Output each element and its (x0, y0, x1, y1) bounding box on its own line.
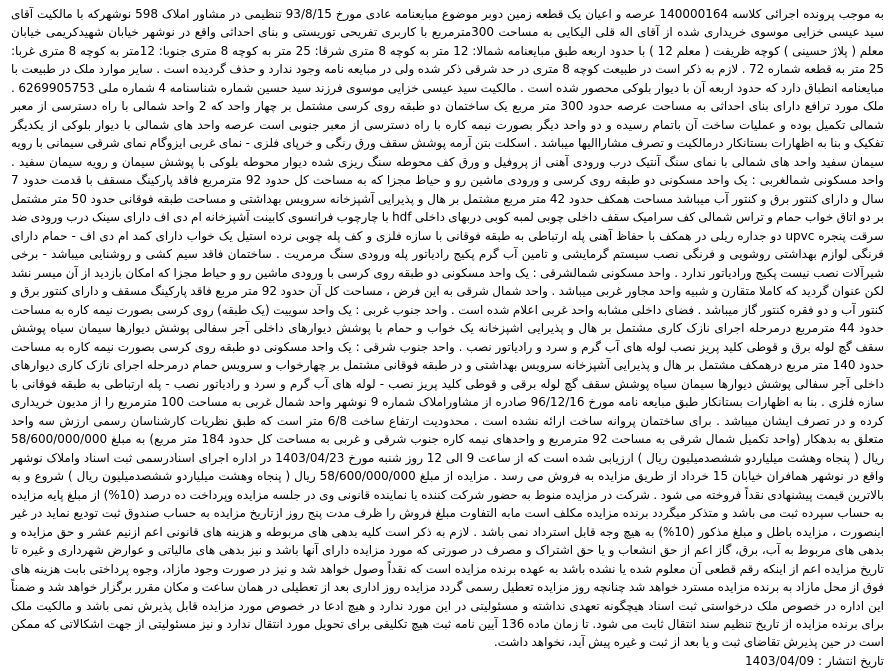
publication-date-line (11, 652, 884, 670)
publication-date-value: 1403/04/09 (745, 653, 815, 668)
publication-date-label: تاریخ انتشار : (818, 653, 884, 668)
notice-body-text: به موجب پرونده اجرائی کلاسه 140000164 عرصه و اعیان یک قطعه زمین دوبر موضوع مبایعنامه عادی مورخ 93/8/15 تنظیمی در مشاور املاک 598 نوشهرکه با مالکیت آقای سید عیسی خزایی موسوی خریداری شده از آقای اله قلی الیکایی به مساحت 300مترمربع با کاربری تفریحی توریستی و بنای احداثی واقع در نوشهر خیابان شهیدکریمی خیابان معلم ( پلاژ حسینی ) کوچه ظریفت ( معلم 12 ) با حدود اربعه طبق مبایعنامه شمالا: 12 متر به کوچه 8 متری شرقا: 25 متر به کوچه 8 متری جنوبا: 12متر به کوچه 8 متری غربا: 25 متر به قطعه شماره 72 . لازم به ذکر است در طبیعت کوچه 8 متری در حد شرقی ذکر شده ولی در مبایعه نامه وجود ندارد و حذف گردیده است . سایر موارد ملک در طبیعت با مبایعنامه انطباق دارد که حدود اربعه آن با دیوار بلوکی محصور شده است . مالکیت سید عیسی خزایی موسوی فرزند سید حسین شماره شناسنامه 4 شماره ملی 6269905753 . ملک مورد ترافع دارای بنای احداثی به مساحت عرصه حدود 300 متر مربع یک ساختمان دو طبقه روی کرسی مشتمل بر چهار واحد که 2 واحد شمالی با راه دسترسی از معبر شمالی تکمیل بوده و عملیات ساخت آن باتمام رسیده و دو واحد دیگر بصورت نیمه کاره با راه دسترسی از معبر جنوبی است عرصه واحد های شمالی با دیوار بلوکی از یکدیگر تفکیک و بنا به اظهارات بستانکار درمالکیت و تصرف مشاراالیها میباشد . اسکلت بتن آرمه پوشش سقف ورق رنگی و خرپای فلزی - نمای غربی ایزوگام نمای شرقی سیمانی با رویه سیمان سفید واحد های شمالی با نمای سنگ آنتیک درب ورودی آهنی از پروفیل و ورق کف محوطه سنگ ریزی شده دیوار محوطه بلوکی با پوشش سیمان و رویه سیمان سفید . واحد مسکونی شمالغربی : یک واحد مسکونی دو طبقه روی کرسی و ورودی ماشین رو و حیاط مجزا که به مساحت کل حدود 92 مترمربع فاقد پارکینگ مسقف با قدمت حدود 7 سال و دارای کنتور برق و کنتور آب میباشد مساحت همکف حدود 42 متر مربع مشتمل بر هال و پذیرایی آشپزخانه سرویس بهداشتی و مساحت طبقه فوقانی حدود 50 متر مشتمل بر دو اتاق خواب حمام و تراس شمالی کف سرامیک سقف داخلی چوبی لمبه کوبی دربهای داخلی hdf با چارچوب فرانسوی کابینت آشپزخانه ام دی اف دارای سینک درب ورودی ضد سرقت پنجره upvc دو جداره ریلی در همکف با حفاظ آهنی پله ارتباطی به طبقه فوقانی با سازه فلزی و کف پله چوبی نرده استیل یک خواب دارای کمد ام دی اف - حمام دارای فرنگی لوازم بهداشتی روشویی و فرنگی نصب سیستم گرمایشی و تامین آب گرم پکیج رادیاتور پله ورودی سنگ مرمریت . ساختمان فاقد سیم کشی و روشنایی میباشد - برخی شیرآلات نصب نیست پکیج ورادیاتور ندارد . واحد مسکونی شمالشرقی : یک واحد مسکونی دو طبقه روی کرسی با ورودی ماشین رو و حیاط مجزا که امکان بازدید از آن میسر نشد لکن عنوان گردید که کاملا متقارن و شبیه واحد مجاور غربی میباشد . واحد شمال شرقی به این فرض ، مساحت کل آن حدود 92 متر مربع فاقد پارکینگ مسقف و دارای کنتور برق و کنتور آب و دو فقره کنتور گاز میباشد . فضای داخلی مشابه واحد غربی اعلام شده است . واحد جنوب غربی : یک واحد سوییت (یک طبقه) روی کرسی بصورت نیمه کاره به مساحت حدود 44 مترمربع درمرحله اجرای نازک کاری مشتمل بر هال و پذیرایی اشپزخانه یک خواب و حمام با پوشش دیوارهای داخلی آجر سفالی پوشش دیوارها سیمان سیاه پوشش سقف گچ لوله برق و قوطی کلید پریز نصب لوله های آب گرم و سرد و رادیاتور نصب . واحد جنوب شرقی : یک واحد مسکونی دو طبقه روی کرسی بصورت نیمه کاره به مساحت حدود 140 متر مربع درهمکف مشتمل بر هال و پذیرایی آشپزخانه سرویس بهداشتی و در طبقه فوقانی مشتمل بر چهارخواب و سرویس حمام درمرحله اجرای نازک کاری دیوارهای داخلی آجر سفالی پوشش دیوارها سیمان سیاه پوشش سقف گچ لوله برقی و قوطی کلید پریز نصب - لوله های آب گرم و سرد و رادیاتور نصب - پله ارتباطی به طبقه فوقانی با سازه فلزی . بنا به اظهارات بستانکار طبق مبایعه نامه مورخ 96/12/16 صادره از مشاوراملاک شماره 9 نوشهر واحد شمال غربی به مساحت 100 مترمربع را از مدیون خریداری کرده و در تصرف ایشان میباشد . برای ساختمان پروانه ساخت ارائه نشده است . محدودیت ارتفاع ساخت 6/8 متر است که طبق نظریات کارشناسان رسمی ارزش سه واحد متعلق به بدهکار (واحد تکمیل شمال شرقی به مساحت 92 مترمربع و واحدهای نیمه کاره جنوب شرقی و غربی به مساحت کل حدود 184 متر مربع) به مبلغ 58/600/000/000 ریال ( پنجاه وهشت میلیاردو ششصدمیلیون ریال ) ارزیابی شده است که از ساعت 9 الی 12 روز شنبه مورخ 1403/04/23 در اداره اجرای اسنادرسمی ثبت اسناد واملاک نوشهر واقع در نوشهر همافران خیابان 15 خرداد از طریق مزایده به فروش می رسد . مزایده از مبلغ 58/600/000/000 ریال ( پنجاه وهشت میلیاردو ششصدمیلیون ریال ) شروع و به بالاترین قیمت پیشنهادی نقداً فروخته می شود . شرکت در مزایده منوط به حضور شرکت کننده یا نماینده قانونی وی در جلسه مزایده وپرداخت ده درصد (10%) از مبلغ پایه مزایده به حساب سپرده ثبت می باشد و متذکر میگردد برنده مزایده مکلف است مابه التفاوت مبلغ فروش را ظرف مدت پنج روز ازتاریخ مزایده به حساب صندوق ثبت تودیع نماید در غیر اینصورت ، مزایده باطل و مبلغ مذکور (10%) به هیچ وجه قابل استرداد نمی باشد . لازم به ذکر است کلیه بدهی های مربوطه و هزینه های قانونی اعم ازنیم عشر و حق مزایده و بدهی های مربوط به آب، برق، گاز اعم از حق انشعاب و یا حق اشتراک و مصرف در صورتی که مورد مزایده دارای آنها باشد و نیز بدهی های مالیاتی و عوارض شهرداری و غیره تا تاریخ مزایده اعم از اینکه رقم قطعی آن معلوم شده یا نشده باشد به عهده برنده مزایده است که نقداً وصول خواهد شد و نیز در صورت وجود مازاد، وجوه پرداختی بابت هزینه های فوق از محل مازاد به برنده مزایده مسترد خواهد شد چنانچه روز مزایده تعطیل رسمی گردد مزایده روز اداری بعد از تعطیلی در همان ساعت و مکان مقرر برگزار خواهد شد و ضمناً این اداره در خصوص ملک درخواستی ثبت اسناد هیچگونه تعهدی نداشته و مسئولیتی در این مورد ندارد و هیچ ادعا در خصوص مورد مزایده قابل پذیرش نمی باشد و مالکیت ملک برای برنده مزایده از تاریخ تنظیم سند انتقال ثابت می شود. تا زمان ماده 136 آیین نامه ثبت هیچ تکلیفی برای تحویل مورد انتقال ندارد و نیز مسئولیتی از جهت اشکالاتی که ممکن است در حین پذیرش تقاضای ثبت و یا بعد از ثبت و غیره پیش آید، نخواهد داشت. (11, 7, 885, 650)
